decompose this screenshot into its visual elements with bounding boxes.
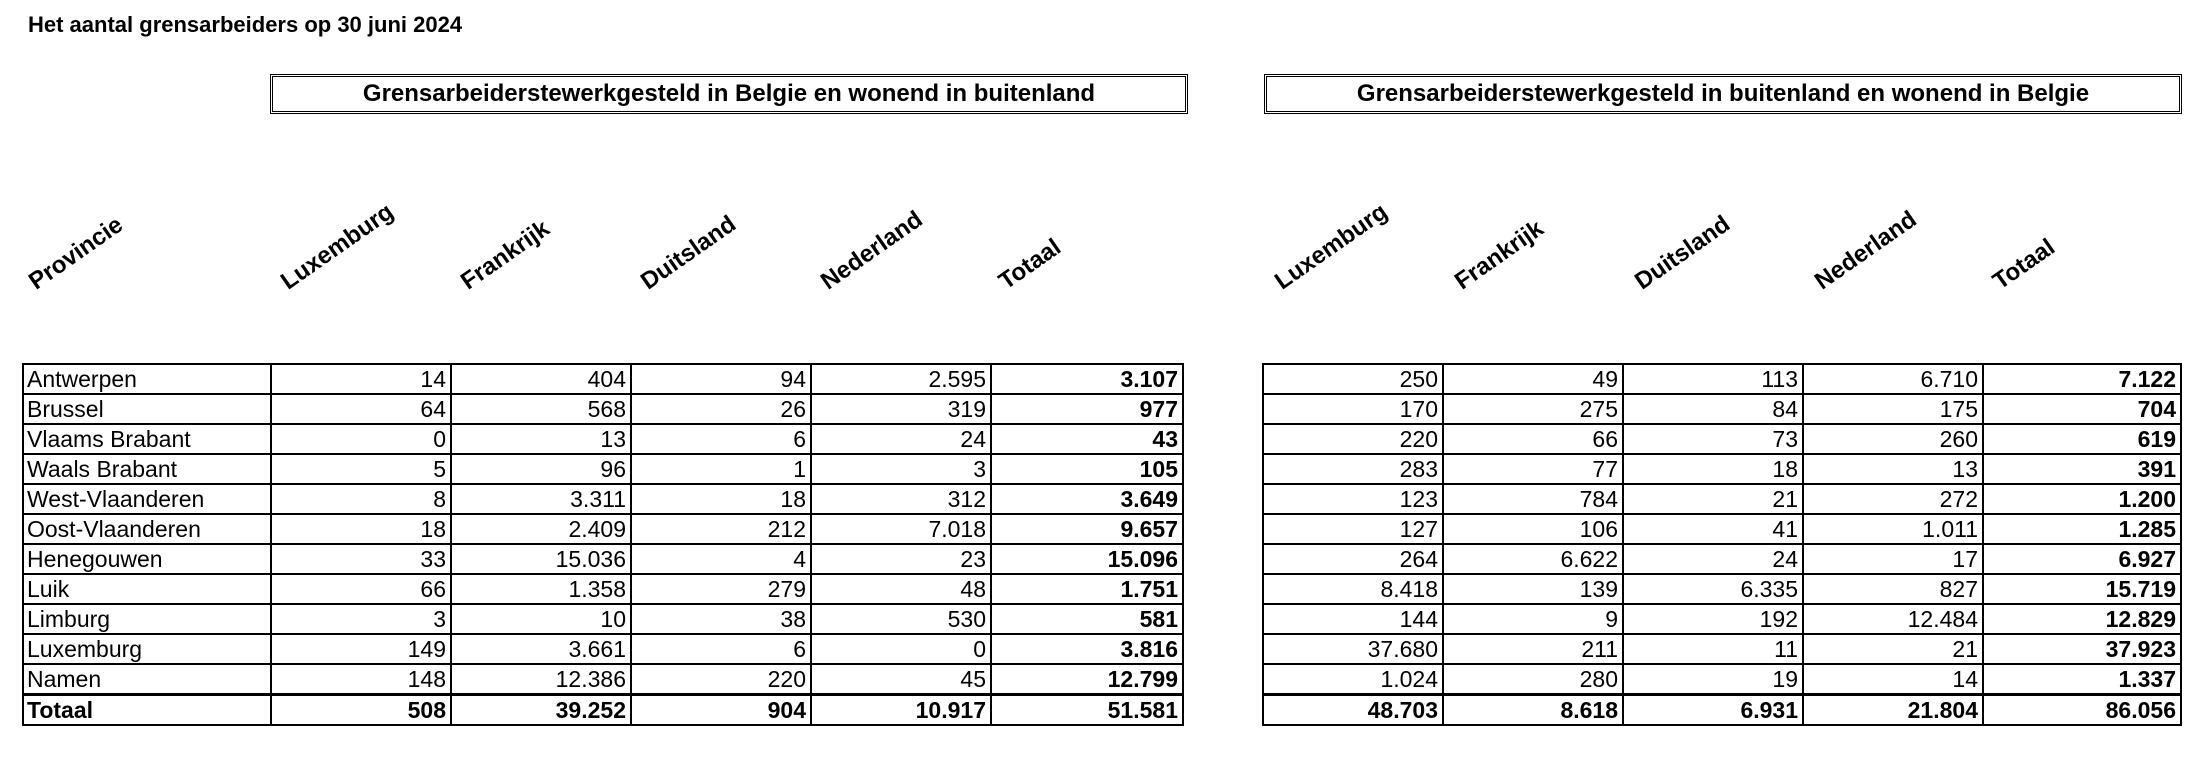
totals-cell: 904: [631, 695, 811, 726]
total-cell: 3.649: [991, 484, 1183, 514]
total-cell: 15.719: [1983, 574, 2181, 604]
province-name-cell: Vlaams Brabant: [23, 424, 271, 454]
value-cell: 45: [811, 664, 991, 695]
total-cell: 15.096: [991, 544, 1183, 574]
value-cell: 18: [271, 514, 451, 544]
table-row: [1263, 634, 2181, 664]
column-header-province: Provincie: [23, 211, 128, 296]
table-row: [1263, 574, 2181, 604]
value-cell: 15.036: [451, 544, 631, 574]
value-cell: 64: [271, 394, 451, 424]
value-cell: 19: [1623, 664, 1803, 695]
value-cell: 8.418: [1263, 574, 1443, 604]
totals-cell: 8.618: [1443, 695, 1623, 726]
total-cell: 105: [991, 454, 1183, 484]
total-cell: 704: [1983, 394, 2181, 424]
table-row: [1263, 514, 2181, 544]
total-cell: 6.927: [1983, 544, 2181, 574]
value-cell: 3.661: [451, 634, 631, 664]
value-cell: 24: [811, 424, 991, 454]
value-cell: 24: [1623, 544, 1803, 574]
value-cell: 26: [631, 394, 811, 424]
value-cell: 211: [1443, 634, 1623, 664]
value-cell: 148: [271, 664, 451, 695]
total-cell: 7.122: [1983, 364, 2181, 394]
value-cell: 96: [451, 454, 631, 484]
table-row: [23, 364, 1183, 394]
value-cell: 7.018: [811, 514, 991, 544]
province-name-cell: Namen: [23, 664, 271, 695]
total-cell: 43: [991, 424, 1183, 454]
value-cell: 568: [451, 394, 631, 424]
value-cell: 13: [451, 424, 631, 454]
value-cell: 279: [631, 574, 811, 604]
table-row: [1263, 484, 2181, 514]
value-cell: 264: [1263, 544, 1443, 574]
value-cell: 4: [631, 544, 811, 574]
value-cell: 319: [811, 394, 991, 424]
value-cell: 94: [631, 364, 811, 394]
value-cell: 0: [811, 634, 991, 664]
value-cell: 250: [1263, 364, 1443, 394]
province-name-cell: Brussel: [23, 394, 271, 424]
value-cell: 6.710: [1803, 364, 1983, 394]
total-cell: 3.107: [991, 364, 1183, 394]
value-cell: 18: [631, 484, 811, 514]
value-cell: 106: [1443, 514, 1623, 544]
total-cell: 391: [1983, 454, 2181, 484]
province-name-cell: West-Vlaanderen: [23, 484, 271, 514]
column-header-left-luxemburg: Luxemburg: [275, 198, 399, 296]
province-name-cell: Waals Brabant: [23, 454, 271, 484]
value-cell: 13: [1803, 454, 1983, 484]
total-cell: 619: [1983, 424, 2181, 454]
value-cell: 3.311: [451, 484, 631, 514]
column-header-left-nederland: Nederland: [815, 205, 928, 296]
value-cell: 1.011: [1803, 514, 1983, 544]
column-header-right-totaal: Totaal: [1987, 233, 2060, 296]
table-row: [23, 574, 1183, 604]
value-cell: 220: [1263, 424, 1443, 454]
value-cell: 77: [1443, 454, 1623, 484]
value-cell: 11: [1623, 634, 1803, 664]
table-row: [1263, 664, 2181, 695]
value-cell: 17: [1803, 544, 1983, 574]
total-cell: 12.829: [1983, 604, 2181, 634]
table-row: [1263, 454, 2181, 484]
value-cell: 827: [1803, 574, 1983, 604]
column-header-left-frankrijk: Frankrijk: [455, 214, 555, 296]
totals-cell: 51.581: [991, 695, 1183, 726]
totals-cell: 39.252: [451, 695, 631, 726]
value-cell: 23: [811, 544, 991, 574]
value-cell: 48: [811, 574, 991, 604]
value-cell: 6: [631, 634, 811, 664]
table-row: [23, 544, 1183, 574]
province-name-cell: Luik: [23, 574, 271, 604]
value-cell: 14: [271, 364, 451, 394]
totals-cell: 6.931: [1623, 695, 1803, 726]
value-cell: 21: [1803, 634, 1983, 664]
totals-cell: 86.056: [1983, 695, 2181, 726]
value-cell: 6.622: [1443, 544, 1623, 574]
total-cell: 3.816: [991, 634, 1183, 664]
table-row: [23, 514, 1183, 544]
table-row: [1263, 424, 2181, 454]
value-cell: 18: [1623, 454, 1803, 484]
province-name-cell: Henegouwen: [23, 544, 271, 574]
province-name-cell: Oost-Vlaanderen: [23, 514, 271, 544]
province-name-cell: Luxemburg: [23, 634, 271, 664]
province-name-cell: Limburg: [23, 604, 271, 634]
total-cell: 37.923: [1983, 634, 2181, 664]
total-cell: 581: [991, 604, 1183, 634]
group-header-working-abroad: Grensarbeiderstewerkgesteld in buitenland en wonend in Belgie: [1264, 74, 2182, 114]
value-cell: 530: [811, 604, 991, 634]
value-cell: 220: [631, 664, 811, 695]
value-cell: 127: [1263, 514, 1443, 544]
value-cell: 8: [271, 484, 451, 514]
totals-row: [23, 695, 1183, 726]
value-cell: 41: [1623, 514, 1803, 544]
value-cell: 149: [271, 634, 451, 664]
value-cell: 6.335: [1623, 574, 1803, 604]
value-cell: 2.409: [451, 514, 631, 544]
table-row: [1263, 364, 2181, 394]
value-cell: 260: [1803, 424, 1983, 454]
column-header-right-duitsland: Duitsland: [1629, 210, 1735, 296]
table-row: [1263, 604, 2181, 634]
table-row: [23, 394, 1183, 424]
value-cell: 272: [1803, 484, 1983, 514]
value-cell: 1.358: [451, 574, 631, 604]
table-row: [23, 424, 1183, 454]
column-header-right-nederland: Nederland: [1809, 205, 1922, 296]
totals-cell: 508: [271, 695, 451, 726]
value-cell: 84: [1623, 394, 1803, 424]
value-cell: 33: [271, 544, 451, 574]
total-cell: 1.337: [1983, 664, 2181, 695]
value-cell: 283: [1263, 454, 1443, 484]
value-cell: 275: [1443, 394, 1623, 424]
value-cell: 192: [1623, 604, 1803, 634]
totals-row: [1263, 695, 2181, 726]
value-cell: 170: [1263, 394, 1443, 424]
value-cell: 113: [1623, 364, 1803, 394]
total-cell: 1.751: [991, 574, 1183, 604]
value-cell: 280: [1443, 664, 1623, 695]
value-cell: 1.024: [1263, 664, 1443, 695]
value-cell: 10: [451, 604, 631, 634]
value-cell: 14: [1803, 664, 1983, 695]
value-cell: 1: [631, 454, 811, 484]
value-cell: 3: [811, 454, 991, 484]
value-cell: 37.680: [1263, 634, 1443, 664]
value-cell: 212: [631, 514, 811, 544]
value-cell: 2.595: [811, 364, 991, 394]
value-cell: 144: [1263, 604, 1443, 634]
totals-cell: 10.917: [811, 695, 991, 726]
column-header-left-duitsland: Duitsland: [635, 210, 741, 296]
totals-label: Totaal: [23, 695, 271, 726]
totals-cell: 48.703: [1263, 695, 1443, 726]
value-cell: 312: [811, 484, 991, 514]
value-cell: 12.484: [1803, 604, 1983, 634]
table-row: [23, 664, 1183, 695]
column-header-right-frankrijk: Frankrijk: [1449, 214, 1549, 296]
table-row: [1263, 544, 2181, 574]
table-working-in-belgium: [22, 363, 1184, 726]
table-row: [1263, 394, 2181, 424]
value-cell: 0: [271, 424, 451, 454]
value-cell: 3: [271, 604, 451, 634]
total-cell: 9.657: [991, 514, 1183, 544]
table-row: [23, 484, 1183, 514]
table-row: [23, 634, 1183, 664]
value-cell: 404: [451, 364, 631, 394]
group-header-working-in-belgium: Grensarbeiderstewerkgesteld in Belgie en wonend in buitenland: [270, 74, 1188, 114]
page-title: Het aantal grensarbeiders op 30 juni 2024: [28, 12, 463, 37]
value-cell: 73: [1623, 424, 1803, 454]
province-name-cell: Antwerpen: [23, 364, 271, 394]
value-cell: 38: [631, 604, 811, 634]
total-cell: 977: [991, 394, 1183, 424]
column-header-left-totaal: Totaal: [993, 233, 1066, 296]
total-cell: 1.200: [1983, 484, 2181, 514]
value-cell: 175: [1803, 394, 1983, 424]
column-header-right-luxemburg: Luxemburg: [1269, 198, 1393, 296]
table-row: [23, 454, 1183, 484]
value-cell: 12.386: [451, 664, 631, 695]
value-cell: 6: [631, 424, 811, 454]
value-cell: 784: [1443, 484, 1623, 514]
total-cell: 1.285: [1983, 514, 2181, 544]
table-row: [23, 604, 1183, 634]
value-cell: 21: [1623, 484, 1803, 514]
value-cell: 139: [1443, 574, 1623, 604]
value-cell: 123: [1263, 484, 1443, 514]
value-cell: 49: [1443, 364, 1623, 394]
value-cell: 5: [271, 454, 451, 484]
value-cell: 66: [1443, 424, 1623, 454]
table-working-abroad: [1262, 363, 2182, 726]
totals-cell: 21.804: [1803, 695, 1983, 726]
value-cell: 66: [271, 574, 451, 604]
total-cell: 12.799: [991, 664, 1183, 695]
value-cell: 9: [1443, 604, 1623, 634]
